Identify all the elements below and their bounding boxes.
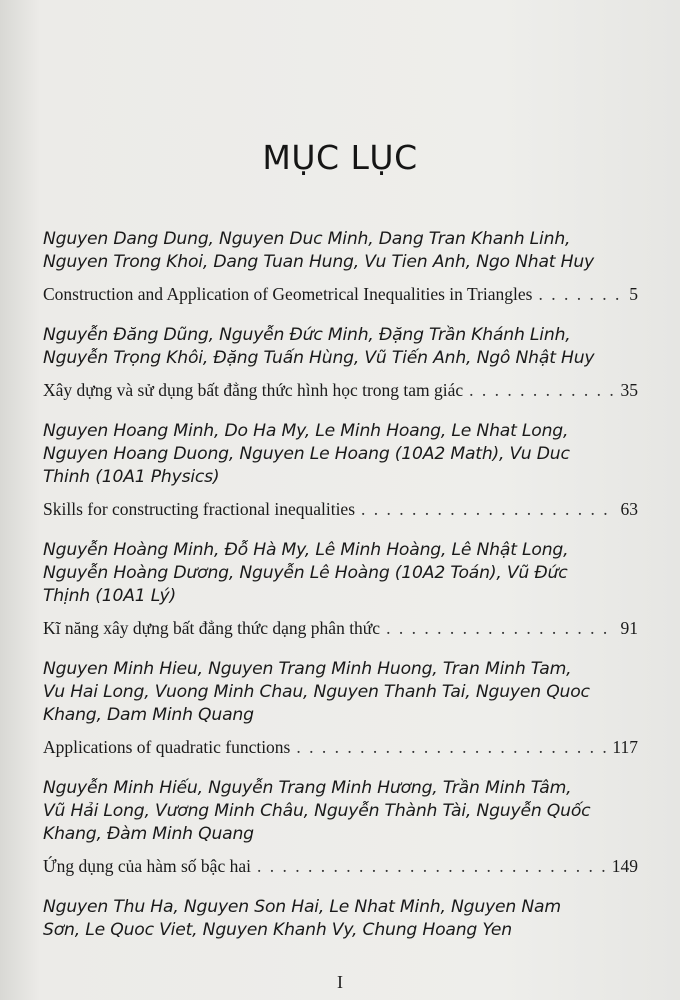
dot-leader <box>538 284 623 305</box>
toc-line[interactable] <box>43 284 638 305</box>
toc-page: 63 <box>620 499 638 519</box>
toc-line[interactable] <box>43 737 638 758</box>
dot-leader <box>257 856 606 877</box>
toc-entry <box>43 324 638 401</box>
toc-authors: Nguyen Thu Ha, Nguyen Son Hai, Le Nhat Minh, Nguyen Nam Sơn, Le Quoc Viet, Nguyen Khanh Vy, Chung Hoang Yen <box>43 897 561 940</box>
toc-authors: Nguyễn Hoàng Minh, Đỗ Hà My, Lê Minh Hoàng, Lê Nhật Long, Nguyễn Hoàng Dương, Nguyễn Lê Hoàng (10A2 Toán), Vũ Đức Thịnh (10A1 Lý) <box>43 540 569 606</box>
dot-leader <box>386 618 614 639</box>
toc-entry <box>43 658 638 758</box>
toc-title: Kĩ năng xây dựng bất đẳng thức dạng phân thức <box>43 618 381 638</box>
toc-line[interactable] <box>43 856 638 877</box>
toc-authors: Nguyễn Đăng Dũng, Nguyễn Đức Minh, Đặng Trần Khánh Linh, Nguyễn Trọng Khôi, Đặng Tuấn Hùng, Vũ Tiến Anh, Ngô Nhật Huy <box>43 325 595 368</box>
toc-authors: Nguyen Dang Dung, Nguyen Duc Minh, Dang Tran Khanh Linh, Nguyen Trong Khoi, Dang Tuan Hung, Vu Tien Anh, Ngo Nhat Huy <box>43 229 594 272</box>
toc-title: Xây dựng và sử dụng bất đẳng thức hình học trong tam giác <box>43 380 464 400</box>
toc-authors: Nguyen Minh Hieu, Nguyen Trang Minh Huong, Tran Minh Tam, Vu Hai Long, Vuong Minh Chau, Nguyen Thanh Tai, Nguyen Quoc Khang, Dam Minh Quang <box>43 659 590 725</box>
page-title: MỤC LỤC <box>262 138 418 177</box>
table-of-contents <box>43 228 638 961</box>
toc-line[interactable] <box>43 618 638 639</box>
toc-entry <box>43 777 638 877</box>
toc-entry <box>43 420 638 520</box>
toc-authors: Nguyen Hoang Minh, Do Ha My, Le Minh Hoang, Le Nhat Long, Nguyen Hoang Duong, Nguyen Le Hoang (10A2 Math), Vu Duc Thinh (10A1 Physics) <box>43 421 570 487</box>
toc-page: 117 <box>612 737 638 757</box>
toc-line[interactable] <box>43 380 638 401</box>
toc-page: 149 <box>611 856 638 876</box>
toc-title: Ứng dụng của hàm số bậc hai <box>43 856 251 876</box>
toc-line[interactable] <box>43 499 638 520</box>
toc-entry <box>43 896 638 942</box>
toc-title: Skills for constructing fractional inequalities <box>43 499 356 519</box>
page-number: I <box>337 972 343 992</box>
dot-leader <box>296 737 606 758</box>
toc-title: Applications of quadratic functions <box>43 737 291 757</box>
toc-entry <box>43 228 638 305</box>
toc-page: 5 <box>629 284 638 304</box>
toc-page: 35 <box>620 380 638 400</box>
toc-authors: Nguyễn Minh Hiếu, Nguyễn Trang Minh Hương, Trần Minh Tâm, Vũ Hải Long, Vương Minh Châu, Nguyễn Thành Tài, Nguyễn Quốc Khang, Đàm Minh Quang <box>43 778 591 844</box>
dot-leader <box>469 380 614 401</box>
toc-title: Construction and Application of Geometrical Inequalities in Triangles <box>43 284 533 304</box>
toc-page: 91 <box>620 618 638 638</box>
dot-leader <box>361 499 614 520</box>
toc-entry <box>43 539 638 639</box>
